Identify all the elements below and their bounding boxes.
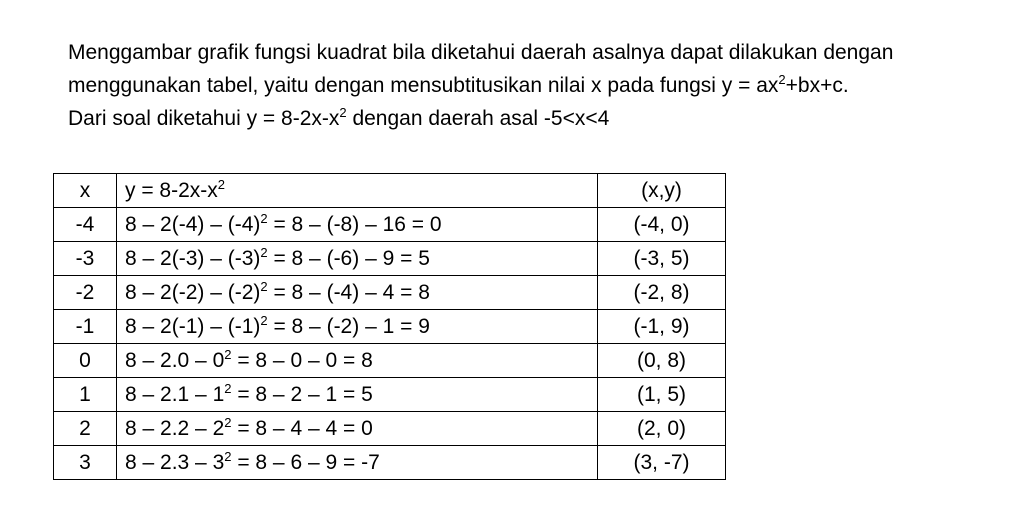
cell-calculation	[117, 378, 598, 412]
cell-x: 1	[54, 378, 117, 412]
cell-x: -3	[54, 242, 117, 276]
cell-calculation	[117, 412, 598, 446]
table-row	[54, 378, 726, 412]
calculation-result: = 8 – (-2) – 1 = 9	[267, 315, 430, 338]
calculation-text: 8 – 2(-3) – (-3)	[125, 247, 261, 270]
cell-x: 2	[54, 412, 117, 446]
explanation-text	[68, 36, 1003, 135]
calculation-exponent: 2	[224, 415, 232, 430]
cell-calculation	[117, 242, 598, 276]
calculation-result: = 8 – (-8) – 16 = 0	[267, 213, 442, 236]
table-row	[54, 412, 726, 446]
calculation-result: = 8 – 0 – 0 = 8	[231, 349, 373, 372]
intro-text-end: +bx+c.	[785, 74, 849, 97]
header-y-exponent: 2	[217, 177, 226, 192]
header-y-text: y = 8-2x-x	[125, 179, 218, 202]
calculation-exponent: 2	[224, 347, 232, 362]
calculation-text: 8 – 2.0 – 0	[125, 349, 225, 372]
header-x: x	[54, 174, 117, 208]
calculation-result: = 8 – 2 – 1 = 5	[231, 383, 373, 406]
cell-x: -2	[54, 276, 117, 310]
table-header-row	[54, 174, 726, 208]
given-exponent: 2	[339, 105, 347, 120]
intro-text: Menggambar grafik fungsi kuadrat bila diketahui daerah asalnya dapat dilakukan dengan menggunakan tabel, yaitu dengan mensubtitusikan nilai x pada fungsi y = ax	[68, 41, 894, 97]
header-point: (x,y)	[598, 174, 726, 208]
calculation-exponent: 2	[260, 245, 268, 260]
cell-calculation	[117, 208, 598, 242]
calculation-text: 8 – 2.2 – 2	[125, 417, 225, 440]
given-text-end: dengan daerah asal -5<x<4	[346, 107, 610, 130]
given-paragraph	[68, 102, 1003, 135]
cell-point: (2, 0)	[598, 412, 726, 446]
cell-x: -4	[54, 208, 117, 242]
table-row	[54, 344, 726, 378]
cell-x: 0	[54, 344, 117, 378]
cell-x: -1	[54, 310, 117, 344]
cell-calculation	[117, 446, 598, 480]
calculation-text: 8 – 2(-4) – (-4)	[125, 213, 261, 236]
value-table-body	[54, 174, 726, 480]
value-table	[53, 173, 726, 480]
table-row	[54, 310, 726, 344]
intro-exponent: 2	[778, 72, 786, 87]
table-row	[54, 208, 726, 242]
cell-x: 3	[54, 446, 117, 480]
cell-point: (-3, 5)	[598, 242, 726, 276]
cell-point: (-2, 8)	[598, 276, 726, 310]
calculation-exponent: 2	[224, 381, 232, 396]
calculation-text: 8 – 2.1 – 1	[125, 383, 225, 406]
calculation-text: 8 – 2.3 – 3	[125, 451, 225, 474]
calculation-exponent: 2	[260, 211, 268, 226]
calculation-result: = 8 – (-4) – 4 = 8	[267, 281, 430, 304]
given-text: Dari soal diketahui y = 8-2x-x	[68, 107, 340, 130]
header-y	[117, 174, 598, 208]
calculation-result: = 8 – (-6) – 9 = 5	[267, 247, 430, 270]
calculation-exponent: 2	[260, 313, 268, 328]
table-row	[54, 242, 726, 276]
cell-point: (1, 5)	[598, 378, 726, 412]
intro-paragraph	[68, 36, 1003, 102]
calculation-result: = 8 – 6 – 9 = -7	[231, 451, 380, 474]
cell-calculation	[117, 310, 598, 344]
table-row	[54, 276, 726, 310]
cell-calculation	[117, 276, 598, 310]
calculation-result: = 8 – 4 – 4 = 0	[231, 417, 373, 440]
cell-point: (-1, 9)	[598, 310, 726, 344]
cell-calculation	[117, 344, 598, 378]
cell-point: (3, -7)	[598, 446, 726, 480]
calculation-exponent: 2	[224, 449, 232, 464]
calculation-exponent: 2	[260, 279, 268, 294]
calculation-text: 8 – 2(-2) – (-2)	[125, 281, 261, 304]
table-row	[54, 446, 726, 480]
cell-point: (0, 8)	[598, 344, 726, 378]
cell-point: (-4, 0)	[598, 208, 726, 242]
calculation-text: 8 – 2(-1) – (-1)	[125, 315, 261, 338]
